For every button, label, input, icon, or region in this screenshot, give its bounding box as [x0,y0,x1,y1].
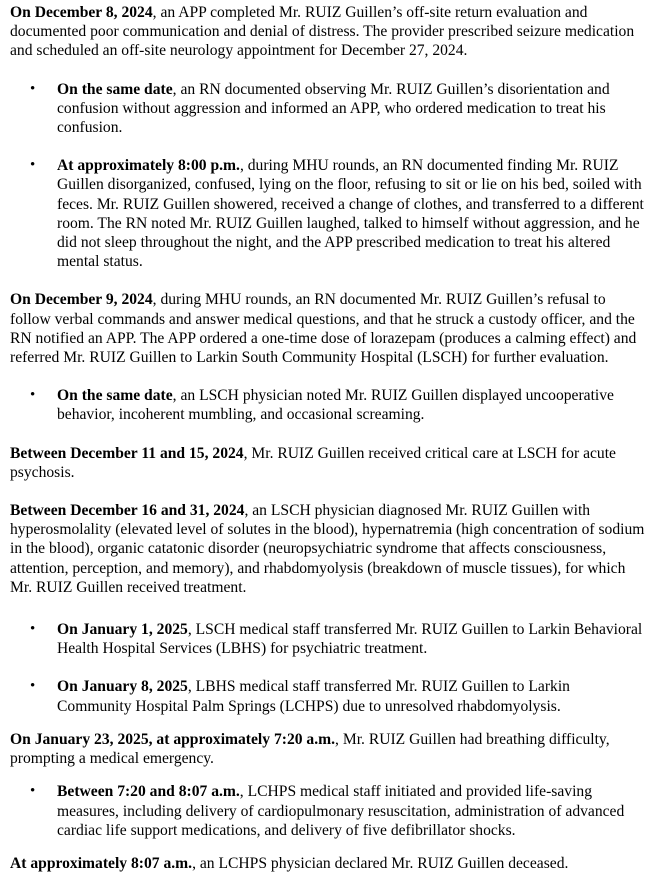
bullet-item-same-date-lsch [10,386,646,424]
bullet-item-jan-8 [10,677,646,715]
paragraph-deceased [10,854,646,873]
paragraph-dec-16-31 [10,501,646,597]
bullet-icon: • [30,783,36,800]
bullet-lead: On January 1, 2025 [57,621,188,639]
paragraph-dec-8 [10,3,646,61]
bullet-text: , during MHU rounds, an RN documented finding Mr. RUIZ Guillen disorganized, confused, lying on the floor, refusing to sit or lie on his bed, soiled with feces. Mr. RUIZ Guillen showered, received a change of clothes, and transferred to a different room. The RN noted Mr. RUIZ Guillen laughed, talked to himself without aggression, and he did not sleep throughout the night, and the APP prescribed medication to treat his altered mental status. [57,157,644,271]
bullet-lead: At approximately 8:00 p.m. [57,157,240,175]
paragraph-text: , an APP completed Mr. RUIZ Guillen’s off-site return evaluation and documented poor communication and denial of distress. The provider prescribed seizure medication and scheduled an off-site neurology appointment for December 27, 2024. [10,4,635,60]
paragraph-text: , Mr. RUIZ Guillen received critical care at LSCH for acute psychosis. [10,444,616,481]
paragraph-lead: On December 8, 2024 [10,4,153,21]
bullet-text: , an LSCH physician noted Mr. RUIZ Guillen displayed uncooperative behavior, incoherent mumbling, and occasional screaming. [57,387,614,424]
paragraph-jan-23 [10,730,646,768]
paragraph-lead: At approximately 8:07 a.m. [10,854,193,872]
bullet-icon: • [30,387,36,404]
paragraph-lead: On December 9, 2024 [10,291,153,309]
bullet-icon: • [30,678,36,695]
bullet-icon: • [30,157,36,174]
bullet-text: , LBHS medical staff transferred Mr. RUIZ Guillen to Larkin Community Hospital Palm Springs (LCHPS) due to unresolved rhabdomyolysis. [57,678,570,715]
paragraph-lead: Between December 16 and 31, 2024 [10,502,245,520]
bullet-text: , an RN documented observing Mr. RUIZ Guillen’s disorientation and confusion without aggression and informed an APP, who ordered medication to treat his confusion. [57,80,610,137]
bullet-text: , LCHPS medical staff initiated and provided life-saving measures, including delivery of cardiopulmonary resuscitation, administration of advanced cardiac life support medications, and delivery of five defibrillator shocks. [57,783,625,839]
bullet-item-jan-1 [10,620,646,658]
paragraph-text: , Mr. RUIZ Guillen had breathing difficulty, prompting a medical emergency. [10,730,610,768]
bullet-lead: On the same date [57,80,173,98]
paragraph-dec-11-15 [10,444,646,482]
paragraph-text: , during MHU rounds, an RN documented Mr. RUIZ Guillen’s refusal to follow verbal commands and answer medical questions, and that he struck a custody officer, and the RN notified an APP. The APP ordered a one-time dose of lorazepam (produces a calming effect) and referred Mr. RUIZ Guillen to Larkin South Community Hospital (LSCH) for further evaluation. [10,291,637,367]
paragraph-lead: Between December 11 and 15, 2024 [10,444,244,462]
bullet-item-life-saving [10,782,646,840]
paragraph-text: , an LSCH physician diagnosed Mr. RUIZ Guillen with hyperosmolality (elevated level of solutes in the blood), hypernatremia (high concentration of sodium in the blood), organic catatonic disorder (neuropsychiatric syndrome that affects consciousness, attention, perception, and memory), and rhabdomyolysis (breakdown of muscle tissues), for which Mr. RUIZ Guillen received treatment. [10,502,645,596]
bullet-item-same-date-rn [10,80,646,138]
bullet-text: , LSCH medical staff transferred Mr. RUIZ Guillen to Larkin Behavioral Health Hospital Services (LBHS) for psychiatric treatment. [57,621,643,658]
bullet-lead: On the same date [57,387,173,405]
bullet-icon: • [30,621,36,638]
paragraph-dec-9 [10,290,646,367]
bullet-icon: • [30,80,36,97]
bullet-item-8pm [10,156,646,271]
bullet-lead: Between 7:20 and 8:07 a.m. [57,783,240,801]
paragraph-text: , an LCHPS physician declared Mr. RUIZ Guillen deceased. [192,854,569,872]
bullet-lead: On January 8, 2025 [57,678,188,696]
paragraph-lead: On January 23, 2025, at approximately 7:20 a.m. [10,730,336,748]
